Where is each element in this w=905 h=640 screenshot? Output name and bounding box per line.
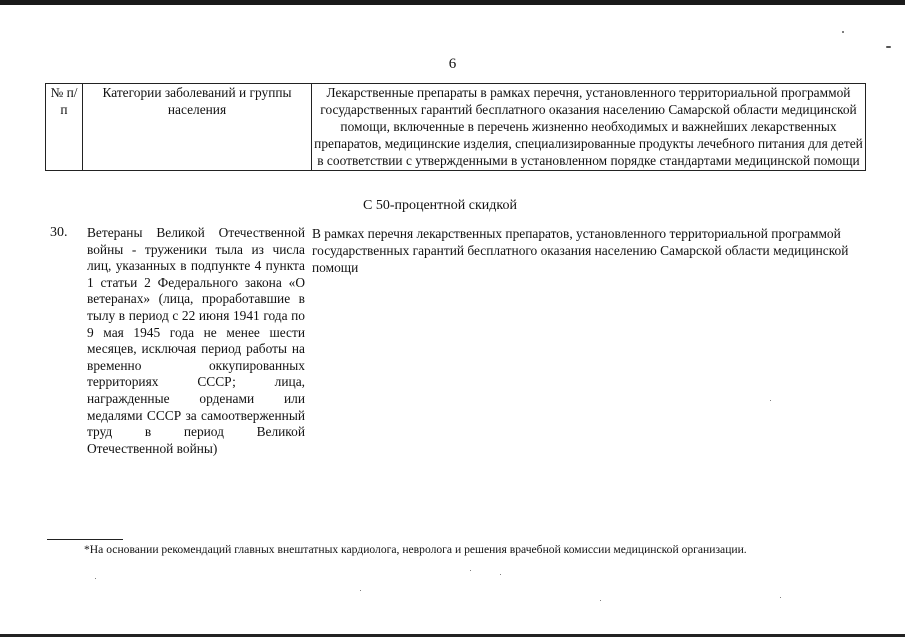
- row-drugs: В рамках перечня лекарственных препаратов, установленного территориальной программой государственных гарантий бесплатного оказания населению Самарской области медицинской помощи: [312, 226, 849, 275]
- scan-speck: [842, 31, 844, 33]
- scan-speck: [600, 600, 601, 601]
- footnote: *На основании рекомендаций главных внештатных кардиолога, невролога и решения врачебной комиссии медицинской организации.: [84, 543, 747, 556]
- row-number: 30.: [50, 225, 68, 240]
- header-num-cell: № п/п: [46, 84, 83, 171]
- bottom-border: [0, 634, 905, 637]
- scan-speck: [95, 578, 96, 579]
- table-header: [45, 83, 866, 171]
- table-header-row: [46, 84, 866, 171]
- scan-speck: [470, 570, 471, 571]
- footnote-rule: [47, 539, 123, 540]
- header-category-cell: Категории заболеваний и группы населения: [83, 84, 312, 171]
- top-border: [0, 0, 905, 5]
- header-drugs-cell: Лекарственные препараты в рамках перечня, установленного территориальной программой государственных гарантий бесплатного оказания населению Самарской области медицинской помощи, включенные в перечень жизненно необходимых и важнейших лекарственных препаратов, медицинские изделия, специализированные продукты лечебного питания для детей в соответствии с утвержденными в установленном порядке стандартами медицинской помощи: [312, 84, 866, 171]
- scan-speck: [770, 400, 771, 401]
- page-number: 6: [448, 56, 457, 72]
- scan-speck: [780, 597, 781, 598]
- scan-speck: [360, 590, 361, 591]
- row-category: Ветераны Великой Отечественной войны - труженики тыла из числа лиц, указанных в подпункте 4 пункта 1 статьи 2 Федерального закона «О ветеранах» (лица, проработавшие в тылу в период с 22 июня 1941 года по 9 мая 1945 года не менее шести месяцев, исключая период работы на временно оккупированных территориях СССР; лица, награжденные орденами или медалями СССР за самоотверженный труд в период Великой Отечественной войны): [87, 225, 305, 456]
- scan-speck: [500, 574, 501, 575]
- scan-speck: [886, 46, 891, 48]
- section-title: С 50-процентной скидкой: [362, 198, 517, 213]
